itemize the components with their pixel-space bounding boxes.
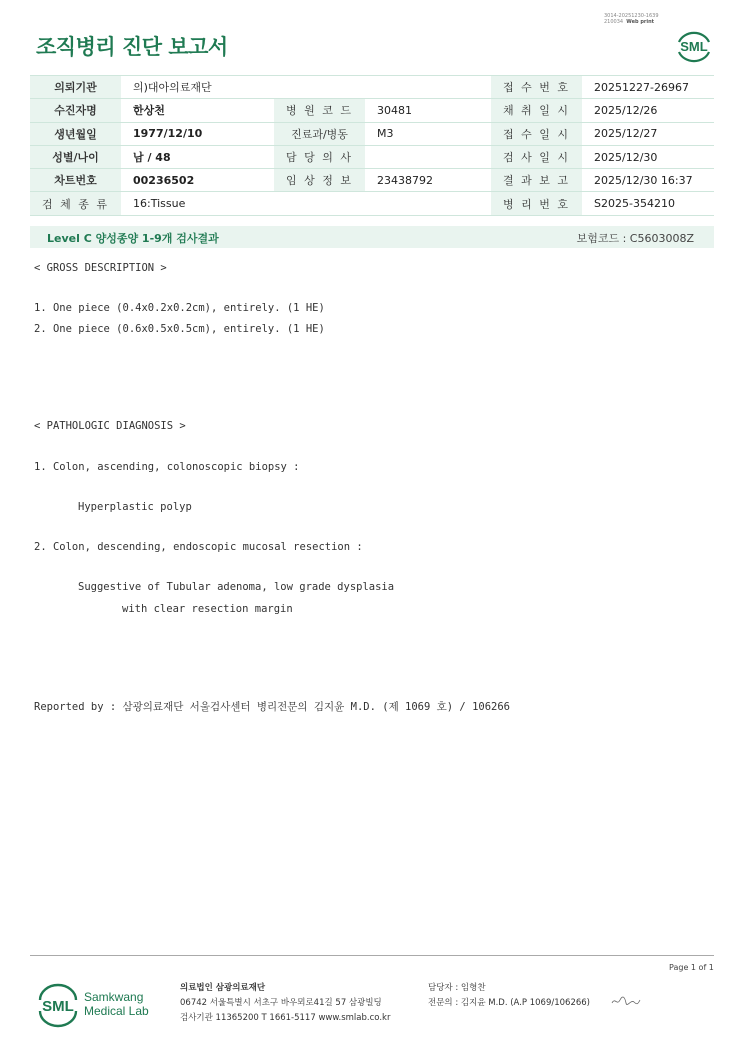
dob-label: 생년월일	[30, 122, 121, 145]
brand-line-2: Medical Lab	[84, 1004, 149, 1018]
footer-logo-text: SML	[42, 998, 74, 1015]
patient-label: 수진자명	[30, 99, 121, 122]
info-row	[30, 145, 714, 168]
patient-value: 한상천	[121, 99, 274, 122]
receive-date-label: 접 수 일 시	[491, 122, 582, 145]
sex-age-label: 성별/나이	[30, 145, 121, 168]
receive-date-value: 2025/12/27	[582, 122, 714, 145]
specimen-value: 16:Tissue	[121, 192, 491, 215]
gross-item-1: 1. One piece (0.4x0.2x0.2cm), entirely. (1 HE)	[34, 302, 325, 314]
gross-item-2: 2. One piece (0.6x0.5x0.5cm), entirely. (1 HE)	[34, 323, 325, 335]
doctor-label: 담 당 의 사	[274, 145, 365, 168]
specimen-label: 검 체 종 류	[30, 192, 121, 215]
clinical-value: 23438792	[365, 169, 491, 192]
test-name: Level C 양성종양 1-9개 검사결과	[47, 232, 219, 245]
print-meta-line2: 210034	[604, 19, 624, 25]
pathology-no-label: 병 리 번 호	[491, 192, 582, 215]
web-print-label: Web print	[626, 19, 655, 25]
chart-label: 차트번호	[30, 169, 121, 192]
footer-address: 06742 서울특별시 서초구 바우뫼로41길 57 삼광빌딩	[180, 998, 382, 1008]
footer-contact-block	[428, 981, 590, 1011]
sex-age-value: 남 / 48	[121, 145, 274, 168]
info-row	[30, 169, 714, 192]
footer-specialist: 전문의 : 김지윤 M.D. (A.P 1069/106266)	[428, 998, 590, 1008]
info-row	[30, 122, 714, 145]
collect-date-label: 채 취 일 시	[491, 99, 582, 122]
clinical-label: 임 상 정 보	[274, 169, 365, 192]
footer-divider	[30, 955, 714, 956]
signature-icon	[610, 994, 642, 1008]
diagnosis-heading: < PATHOLOGIC DIAGNOSIS >	[34, 420, 186, 432]
info-row	[30, 192, 714, 215]
org-value: 의)대아의료재단	[121, 76, 491, 99]
page-title: 조직병리 진단 보고서	[36, 35, 228, 59]
report-date-value: 2025/12/30 16:37	[582, 169, 714, 192]
diagnosis-item-2: 2. Colon, descending, endoscopic mucosal resection :	[34, 541, 363, 553]
test-date-label: 검 사 일 시	[491, 145, 582, 168]
collect-date-value: 2025/12/26	[582, 99, 714, 122]
diagnosis-item-2-result: Suggestive of Tubular adenoma, low grade dysplasia	[78, 581, 395, 593]
doctor-value	[365, 145, 491, 168]
info-row	[30, 99, 714, 122]
pathology-no-value: S2025-354210	[582, 192, 714, 215]
diagnosis-item-1: 1. Colon, ascending, colonoscopic biopsy :	[34, 461, 300, 473]
gross-heading: < GROSS DESCRIPTION >	[34, 262, 167, 274]
dept-value: M3	[365, 122, 491, 145]
samkwang-logo-icon	[36, 980, 156, 1028]
report-date-label: 결 과 보 고	[491, 169, 582, 192]
info-row	[30, 76, 714, 99]
dept-label: 진료과/병동	[274, 122, 365, 145]
result-band	[30, 226, 714, 248]
sml-logo-text: SML	[680, 39, 708, 54]
page-number: Page 1 of 1	[669, 963, 714, 972]
test-date-value: 2025/12/30	[582, 145, 714, 168]
chart-value: 00236502	[121, 169, 274, 192]
footer-address-block	[180, 981, 390, 1026]
patient-info-table	[30, 75, 714, 216]
print-meta-line1: 3014-20251230-1639	[604, 13, 659, 19]
insurance-code: 보험코드 : C5603008Z	[576, 232, 694, 245]
footer-manager: 담당자 : 임형찬	[428, 983, 486, 993]
footer-institution: 검사기관 11365200 T 1661-5117 www.smlab.co.kr	[180, 1013, 391, 1023]
reported-by: Reported by : 삼광의료재단 서울검사센터 병리전문의 김지윤 M.D. (제 1069 호) / 106266	[34, 701, 511, 713]
footer-org-name: 의료법인 삼광의료재단	[180, 983, 266, 993]
hospital-code-value: 30481	[365, 99, 491, 122]
accession-label: 접 수 번 호	[491, 76, 582, 99]
print-meta	[604, 13, 714, 25]
diagnosis-item-1-result: Hyperplastic polyp	[78, 501, 192, 513]
hospital-code-label: 병 원 코 드	[274, 99, 365, 122]
diagnosis-item-2-result-cont: with clear resection margin	[122, 603, 293, 615]
sml-logo-icon	[674, 26, 714, 64]
brand-line-1: Samkwang	[84, 990, 144, 1004]
org-label: 의뢰기관	[30, 76, 121, 99]
accession-value: 20251227-26967	[582, 76, 714, 99]
dob-value: 1977/12/10	[121, 122, 274, 145]
